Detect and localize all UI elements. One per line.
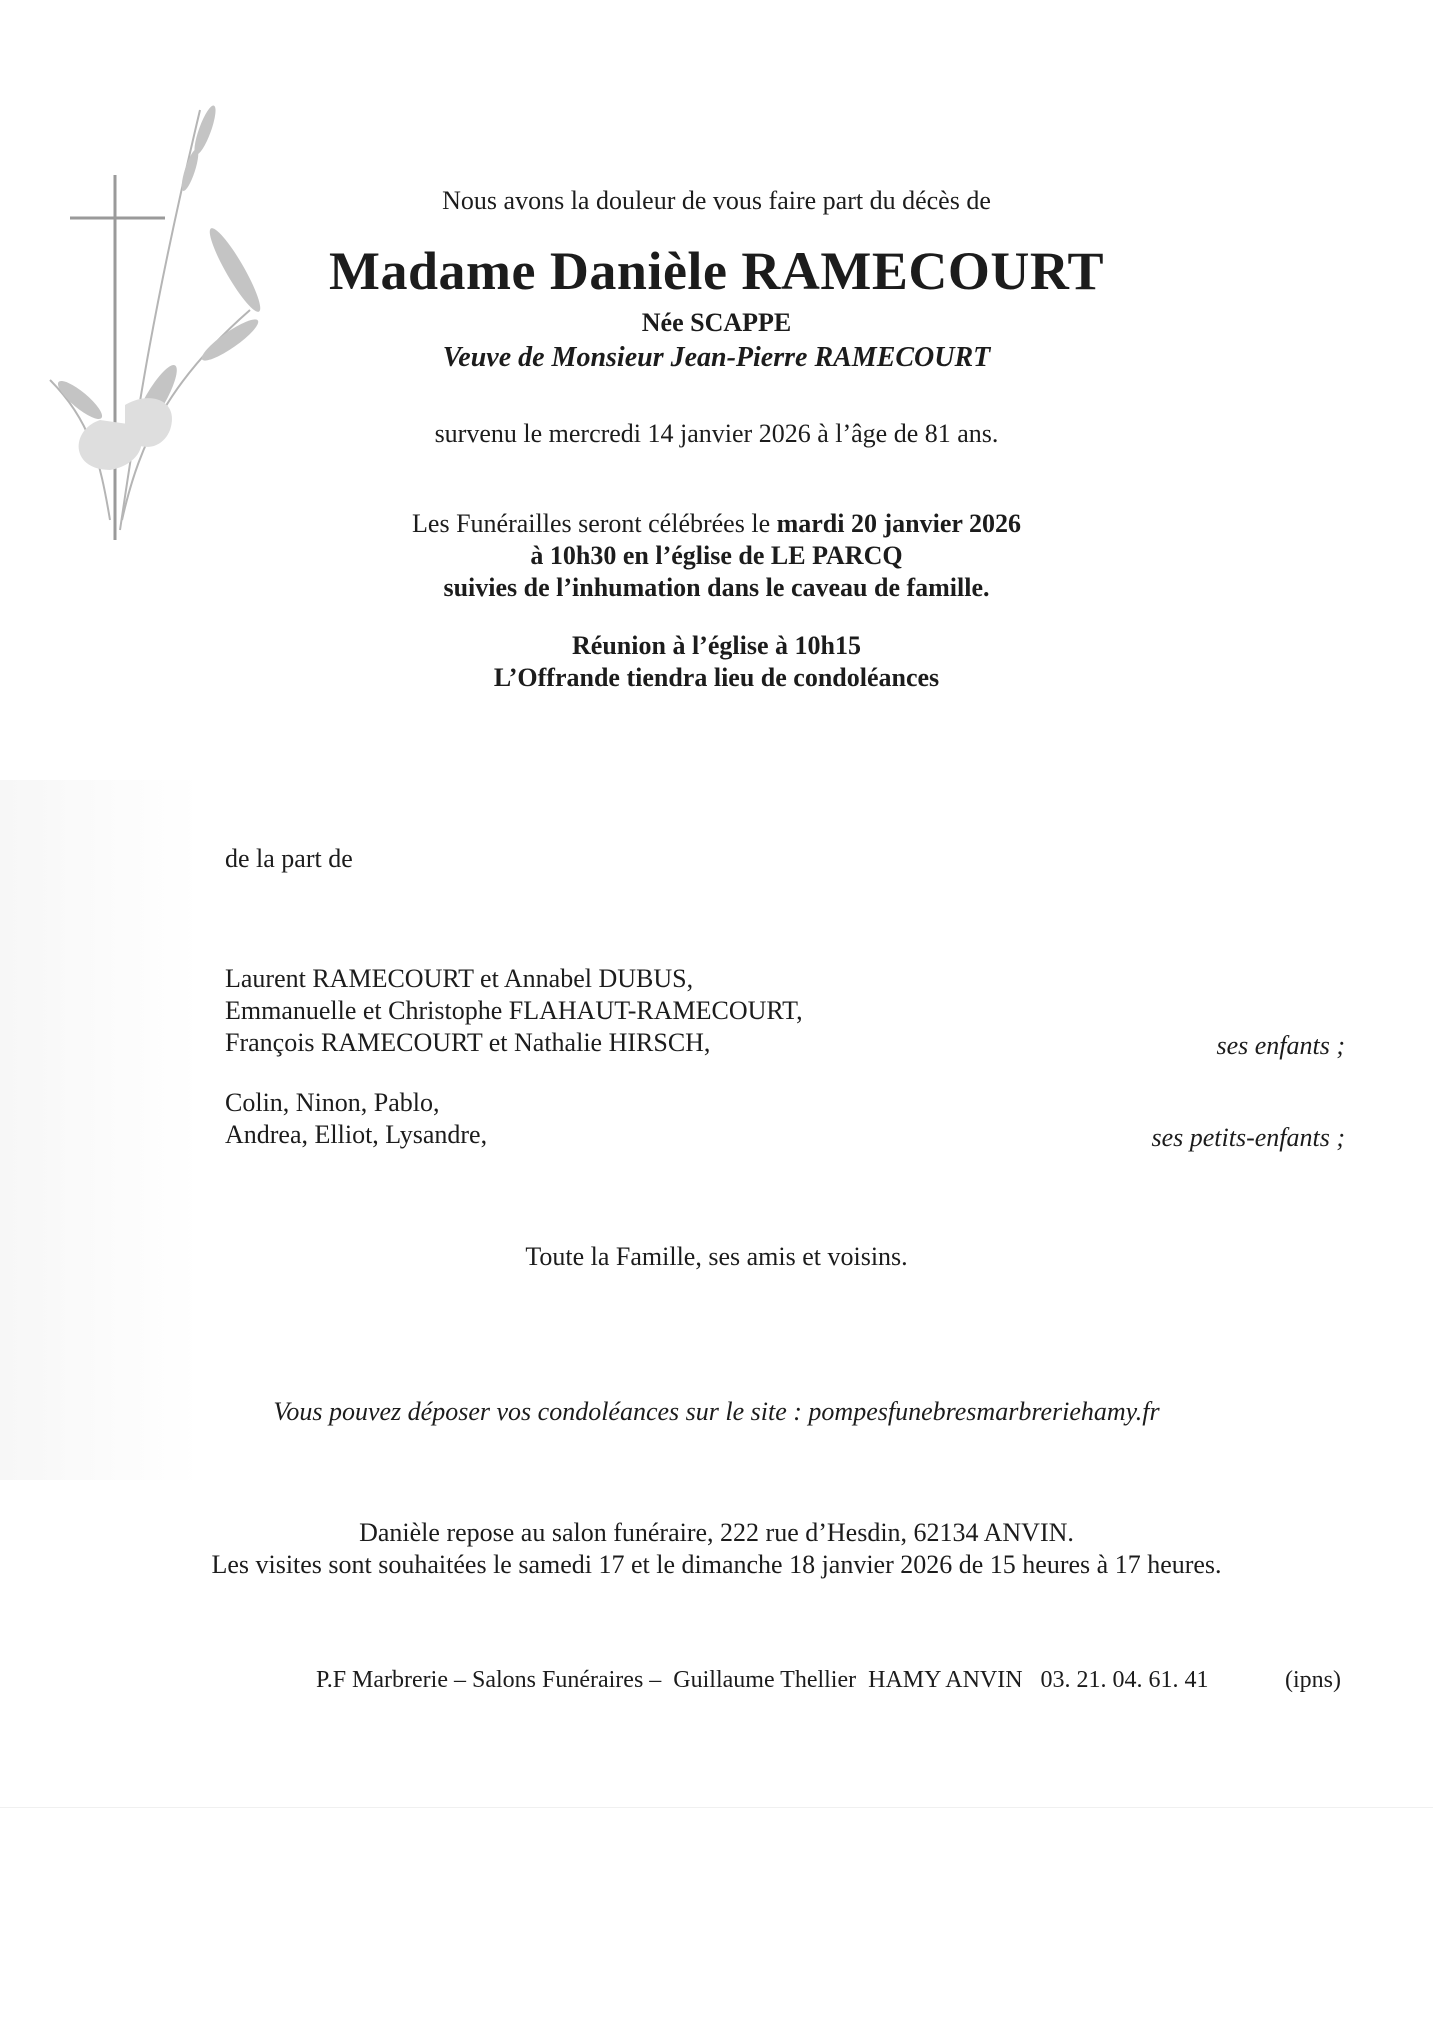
maiden-name: Née SCAPPE xyxy=(641,308,792,337)
funeral-date: mardi 20 janvier 2026 xyxy=(776,509,1021,538)
scan-edge-line xyxy=(0,1807,1433,1808)
widow-of: Veuve de Monsieur Jean-Pierre RAMECOURT xyxy=(442,342,991,373)
visit-location: Danièle repose au salon funéraire, 222 rue d’Hesdin, 62134 ANVIN. xyxy=(359,1518,1074,1547)
visit-hours: Les visites sont souhaitées le samedi 17 et le dimanche 18 janvier 2026 de 15 heures à 17 heures. xyxy=(211,1550,1222,1579)
children-label: ses enfants ; xyxy=(1216,1031,1345,1060)
footer-code: (ipns) xyxy=(1285,1667,1341,1693)
children-line-3: François RAMECOURT et Nathalie HIRSCH, xyxy=(225,1028,711,1057)
grandchildren-label: ses petits-enfants ; xyxy=(1151,1123,1345,1152)
burial-info: suivies de l’inhumation dans le caveau de famille. xyxy=(443,573,990,602)
offering-note: L’Offrande tiendra lieu de condoléances xyxy=(493,663,940,692)
extended-family: Toute la Famille, ses amis et voisins. xyxy=(525,1242,908,1271)
deceased-name: Madame Danièle RAMECOURT xyxy=(328,241,1104,301)
intro-text: Nous avons la douleur de vous faire part du décès de xyxy=(442,186,991,215)
grandchildren-line-2: Andrea, Elliot, Lysandre, xyxy=(225,1120,488,1149)
funeral-place: à 10h30 en l’église de LE PARCQ xyxy=(530,541,903,570)
side-shading xyxy=(0,780,200,1480)
funeral-date-prefix: Les Funérailles seront célébrées le xyxy=(412,509,777,538)
meeting-time: Réunion à l’église à 10h15 xyxy=(572,631,861,660)
from-label: de la part de xyxy=(225,844,353,873)
death-details: survenu le mercredi 14 janvier 2026 à l’âge de 81 ans. xyxy=(434,419,999,448)
condolences-website: Vous pouvez déposer vos condoléances sur le site : pompesfunebresmarbreriehamy.fr xyxy=(273,1397,1160,1426)
children-line-2: Emmanuelle et Christophe FLAHAUT-RAMECOURT, xyxy=(225,996,803,1025)
children-line-1: Laurent RAMECOURT et Annabel DUBUS, xyxy=(225,964,694,993)
funeral-date-line xyxy=(0,508,1433,540)
grandchildren-line-1: Colin, Ninon, Pablo, xyxy=(225,1088,440,1117)
funeral-home-info: P.F Marbrerie – Salons Funéraires – Guillaume Thellier HAMY ANVIN 03. 21. 04. 61. 41 xyxy=(316,1667,1209,1693)
